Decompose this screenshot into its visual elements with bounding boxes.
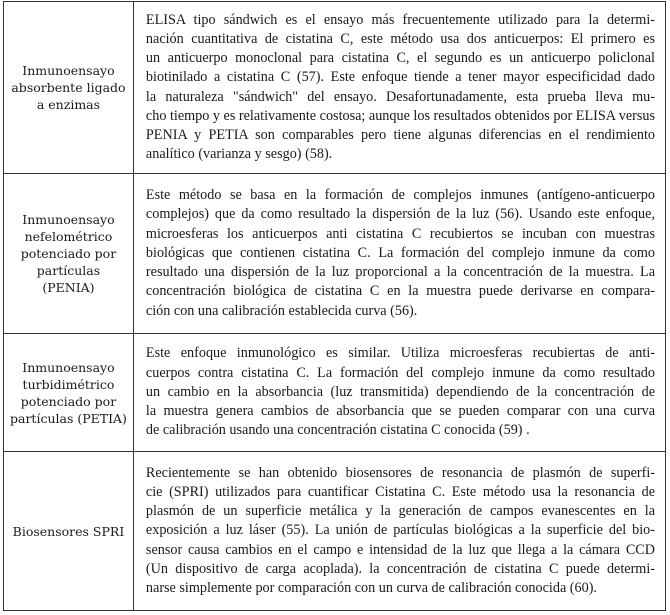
description-line: microesferas los anticuerpos anti cistatina C recubiertos se incuban con muestras (145, 225, 655, 242)
table-row (4, 2, 666, 174)
description-line: Este enfoque inmunológico es similar. Utiliza microesferas recubiertas de anti- (145, 345, 655, 362)
description-line: (Un dispositivo de carga acoplada). la concentración de cistatina C puede determi- (145, 560, 655, 577)
description-line: Este método se basa en la formación de complejos inmunes (antígeno-anticuerpo (145, 187, 655, 204)
method-description (133, 452, 665, 611)
table-row (4, 334, 666, 452)
description-line: biológicas que contienen cistatina C. La formación del complejo inmune da como (145, 244, 655, 261)
description-line: concentración biológica de cistatina C en la muestra puede derivarse en compara- (145, 283, 655, 300)
method-description (133, 2, 665, 174)
description-line: de calibración usando una concentración cistatina C conocida (59) . (145, 422, 530, 439)
description-line: cho tiempo y es relativamente costosa; aunque los resultados obtenidos por ELISA versus (145, 107, 655, 124)
description-line: complejos) que da como resultado la dispersión de la luz (56). Usando este enfoque, (145, 206, 655, 223)
description-line: ELISA tipo sándwich es el ensayo más frecuentemente utilizado para la determi- (145, 11, 655, 28)
description-line: nación cuantitativa de cistatina C, este método usa dos anticuerpos: El primero es (145, 30, 655, 47)
method-name: Biosensores SPRI (4, 452, 134, 611)
description-line: PENIA y PETIA son comparables pero tiene algunas diferencias en el rendimiento (145, 126, 655, 143)
description-line: resultado una dispersión de la luz proporcional a la concentración de la muestra. La (145, 264, 655, 281)
method-description (133, 174, 665, 334)
description-line: cuerpos contra cistatina C. La formación del complejo inmune da como resultado (145, 364, 655, 381)
description-line: la naturaleza "sándwich" del ensayo. Desafortunadamente, esta prueba lleva mu- (145, 88, 655, 105)
description-line: biotinilado a cistatina C (57). Este enfoque tiende a tener mayor especificidad dado (145, 69, 655, 86)
description-line: ción con una calibración establecida curva (56). (145, 302, 418, 319)
description-line: Recientemente se han obtenido biosensores de resonancia de plasmón de superfi- (145, 464, 655, 481)
method-name: Inmunoensayo nefelométrico potenciado por partículas (PENIA) (4, 174, 134, 334)
description-line: un cambio en la absorbancia (luz transmitida) dependiendo de la concentración de (145, 383, 655, 400)
method-name: Inmunoensayo absorbente ligado a enzimas (4, 2, 134, 174)
method-description (133, 334, 665, 452)
table-row (4, 174, 666, 334)
description-line: exposición a luz láser (55). La unión de partículas biológicas a la superficie del bio- (145, 522, 655, 539)
table-row (4, 452, 666, 611)
description-line: cie (SPRI) utilizados para cuantificar Cistatina C. Este método usa la resonancia de (145, 483, 655, 500)
description-line: plasmón de un superficie metálica y la generación de campos evanescentes en la (145, 503, 655, 520)
methods-table (3, 1, 666, 611)
description-line: analítico (varianza y sesgo) (58). (145, 146, 333, 163)
description-line: un anticuerpo monoclonal para cistatina C, el segundo es un anticuerpo policlonal (145, 50, 655, 67)
description-line: sensor causa cambios en el campo e intensidad de la luz que llega a la cámara CCD (145, 541, 655, 558)
description-line: la muestra genera cambios de absorbancia que se pueden comparar con una curva (145, 403, 655, 420)
method-name: Inmunoensayo turbidimétrico potenciado por partículas (PETIA) (4, 334, 134, 452)
description-line: narse simplemente por comparación con un curva de calibración conocida (60). (145, 580, 597, 596)
